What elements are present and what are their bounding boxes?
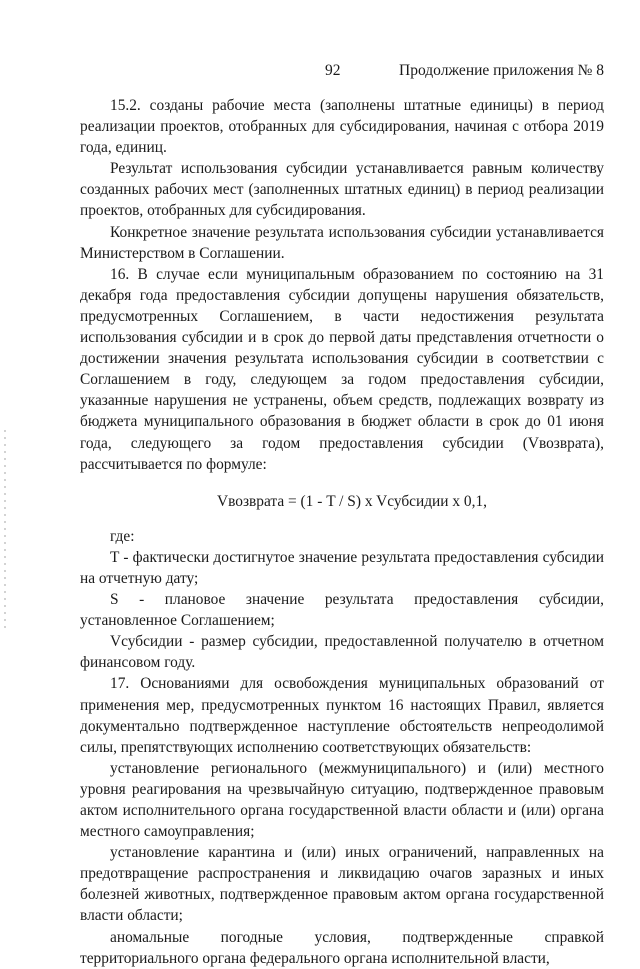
paragraph-16: 16. В случае если муниципальным образованием по состоянию на 31 декабря года предоставления субсидии допущены нарушения обязательств, предусмотренных Соглашением, в части недостижения результата использования субсидии и в срок до первой даты представления отчетности о достижении значения результата использования субсидии в соответствии с Соглашением в году, следующем за годом предоставления субсидии, указанные нарушения не устранены, объем средств, подлежащих возврату из бюджета муниципального образования в бюджет области в срок до 01 июня года, следующего за годом предоставления субсидии (Vвозврата), рассчитывается по формуле: bbox=[80, 265, 604, 473]
appendix-continuation-title: Продолжение приложения № 8 bbox=[399, 62, 604, 79]
paragraph-17: 17. Основаниями для освобождения муниципальных образований от применения мер, предусмотренных пунктом 16 настоящих Правил, является документально подтвержденное наступление обстоятельств непреодолимой силы, препятствующих исполнению соответствующих обязательств: bbox=[80, 675, 604, 756]
formula-var-t: T - фактически достигнутое значение результата предоставления субсидии на отчетную дату; bbox=[80, 548, 604, 587]
paragraph-result-value: Конкретное значение результата использования субсидии устанавливается Министерством в Соглашении. bbox=[80, 223, 604, 262]
refund-formula: Vвозврата = (1 - T / S) x Vсубсидии x 0,1, bbox=[216, 492, 487, 510]
paragraph-15-2: 15.2. созданы рабочие места (заполнены штатные единицы) в период реализации проектов, отобранных для субсидирования, начиная с отбора 2019 года, единиц. bbox=[80, 97, 604, 157]
formula-var-s: S - плановое значение результата предоставления субсидии, установленное Соглашением; bbox=[80, 591, 604, 630]
formula-where-label: где: bbox=[110, 527, 135, 545]
document-body bbox=[80, 95, 604, 969]
formula-var-v: Vсубсидии - размер субсидии, предоставленной получателю в отчетном финансовом году. bbox=[80, 633, 604, 672]
page-number: 92 bbox=[325, 62, 341, 79]
force-majeure-weather: аномальные погодные условия, подтвержденные справкой территориального органа федерального органа исполнительной власти, bbox=[80, 928, 604, 967]
paragraph-result-definition: Результат использования субсидии устанавливается равным количеству созданных рабочих мест (заполненных штатных единиц) в период реализации проектов, отобранных для субсидирования. bbox=[80, 160, 604, 220]
force-majeure-emergency: установление регионального (межмуниципального) и (или) местного уровня реагирования на чрезвычайную ситуацию, подтвержденное правовым актом исполнительного органа государственной власти области и (или) органа местного самоуправления; bbox=[80, 759, 604, 841]
scan-edge-mark bbox=[4, 430, 6, 630]
page-header bbox=[80, 62, 604, 86]
force-majeure-quarantine: установление карантина и (или) иных ограничений, направленных на предотвращение распространения и ликвидацию очагов заразных и иных болезней животных, подтвержденное правовым актом органа государственной власти области; bbox=[80, 844, 604, 925]
